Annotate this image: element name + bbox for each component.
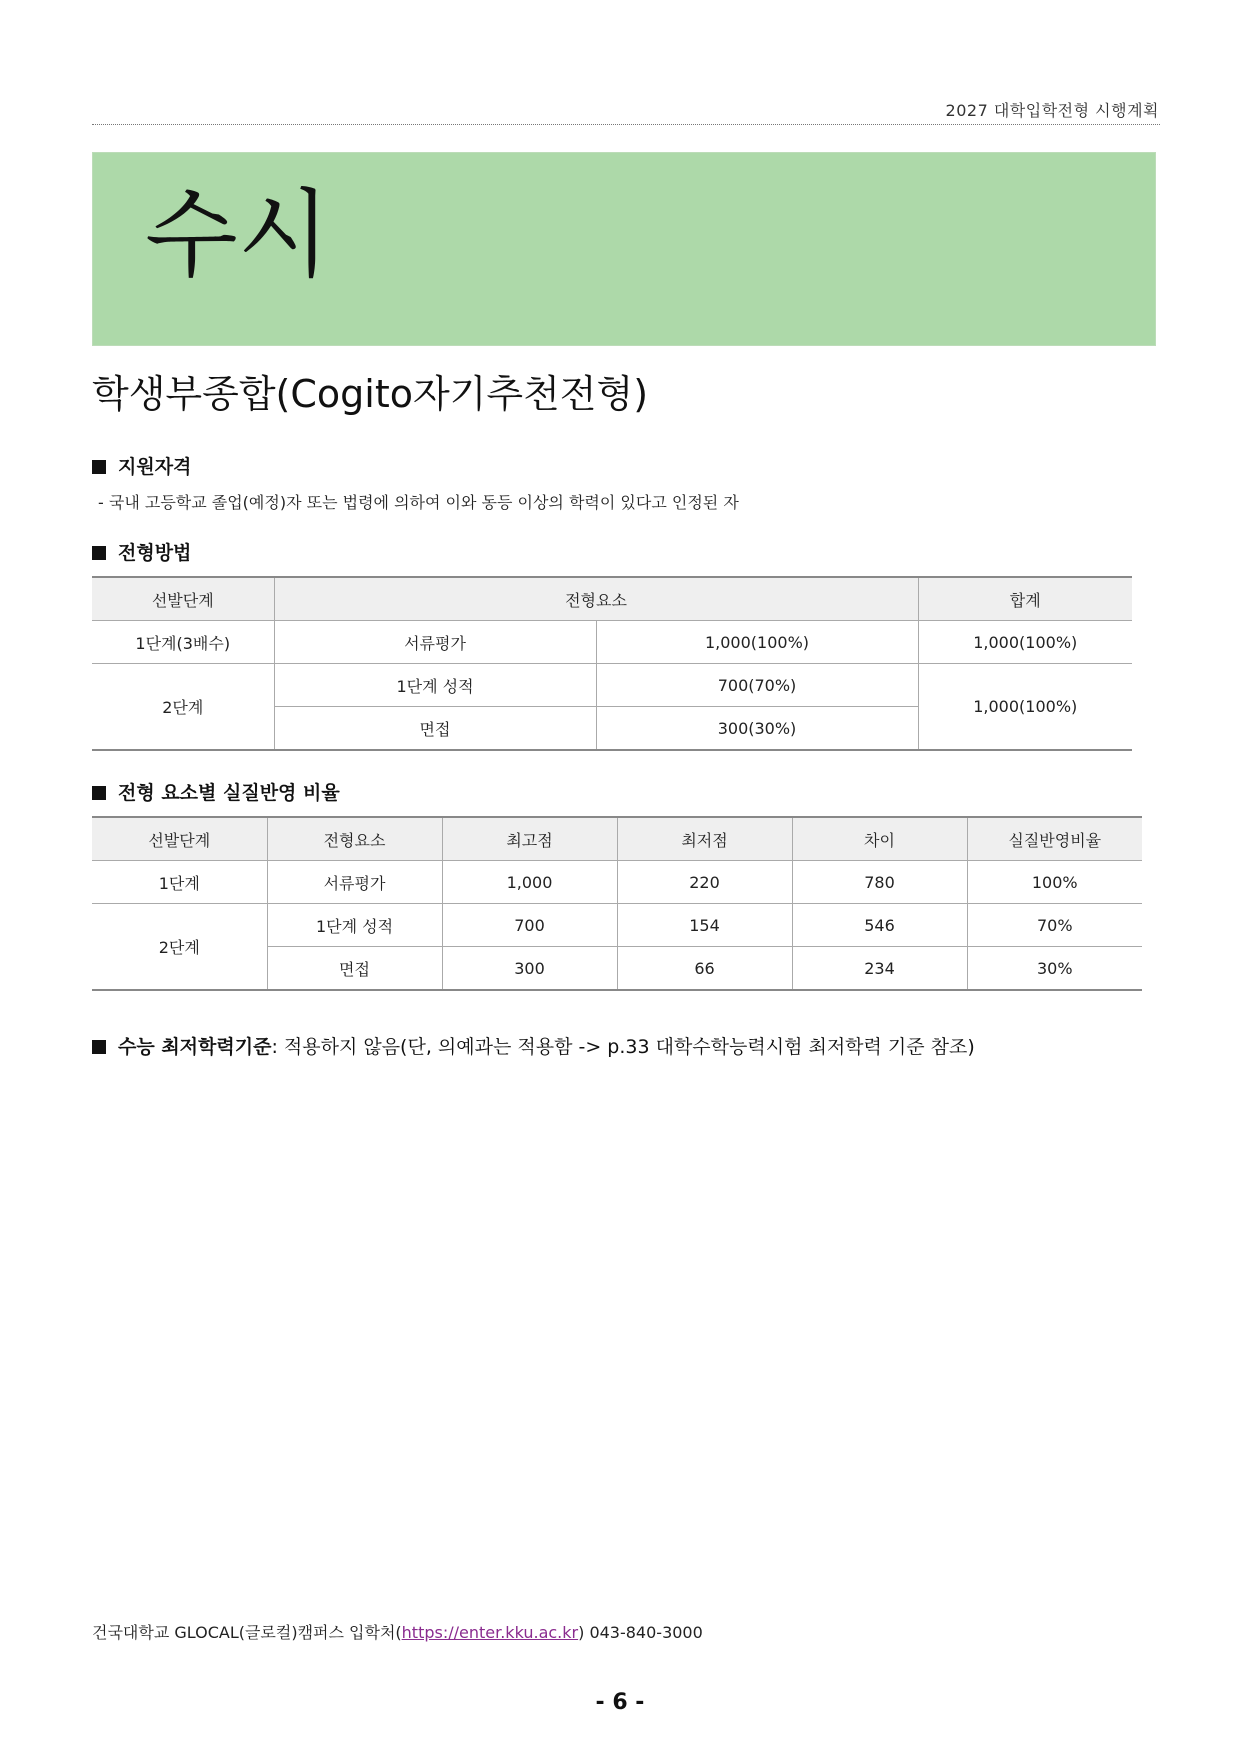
cell-element: 면접 [267, 947, 442, 991]
suneung-text: : 적용하지 않음(단, 의예과는 적용함 -> p.33 대학수학능력시험 최저학력 기준 참조) [271, 1036, 975, 1058]
footer-prefix: 건국대학교 GLOCAL(글로컬)캠퍼스 입학처( [92, 1623, 402, 1642]
square-bullet-icon [92, 786, 106, 800]
cell-score: 1,000(100%) [596, 621, 918, 664]
footer-contact [92, 1620, 703, 1643]
cell-max: 700 [442, 904, 617, 947]
header-stage: 선발단계 [92, 817, 267, 861]
cell-diff: 546 [792, 904, 967, 947]
cell-min: 220 [617, 861, 792, 904]
cell-element: 면접 [274, 707, 596, 751]
cell-score: 700(70%) [596, 664, 918, 707]
admissions-link[interactable]: https://enter.kku.ac.kr [401, 1623, 579, 1642]
cell-max: 1,000 [442, 861, 617, 904]
header-min: 최저점 [617, 817, 792, 861]
eligibility-heading-label: 지원자격 [118, 456, 192, 478]
header-stage: 선발단계 [92, 577, 274, 621]
header-diff: 차이 [792, 817, 967, 861]
cell-stage: 1단계(3배수) [92, 621, 274, 664]
cell-element: 서류평가 [274, 621, 596, 664]
ratio-heading-label: 전형 요소별 실질반영 비율 [118, 782, 340, 804]
cell-ratio: 100% [967, 861, 1142, 904]
method-heading-label: 전형방법 [118, 542, 192, 564]
square-bullet-icon [92, 1040, 106, 1054]
banner-title: 수시 [145, 179, 331, 291]
footer-suffix: ) 043-840-3000 [578, 1623, 703, 1642]
eligibility-text: - 국내 고등학교 졸업(예정)자 또는 법령에 의하여 이와 동등 이상의 학력이 있다고 인정된 자 [98, 493, 739, 512]
cell-diff: 234 [792, 947, 967, 991]
program-title: 학생부종합(Cogito자기추천전형) [92, 372, 649, 416]
table-row [92, 904, 1142, 947]
cell-ratio: 30% [967, 947, 1142, 991]
cell-stage: 2단계 [92, 904, 267, 991]
effective-ratio-table [92, 816, 1142, 991]
cell-stage: 1단계 [92, 861, 267, 904]
header-divider [92, 124, 1160, 125]
table-row [92, 861, 1142, 904]
cell-max: 300 [442, 947, 617, 991]
square-bullet-icon [92, 460, 106, 474]
cell-total: 1,000(100%) [918, 621, 1132, 664]
cell-element: 서류평가 [267, 861, 442, 904]
suneung-minimum-line [92, 1032, 975, 1059]
running-header: 2027 대학입학전형 시행계획 [945, 101, 1159, 120]
cell-min: 66 [617, 947, 792, 991]
method-heading [92, 538, 191, 565]
square-bullet-icon [92, 546, 106, 560]
cell-stage: 2단계 [92, 664, 274, 751]
section-banner [92, 152, 1156, 346]
cell-total: 1,000(100%) [918, 664, 1132, 751]
cell-score: 300(30%) [596, 707, 918, 751]
header-ratio: 실질반영비율 [967, 817, 1142, 861]
header-total: 합계 [918, 577, 1132, 621]
cell-min: 154 [617, 904, 792, 947]
cell-element: 1단계 성적 [267, 904, 442, 947]
cell-diff: 780 [792, 861, 967, 904]
cell-ratio: 70% [967, 904, 1142, 947]
cell-element: 1단계 성적 [274, 664, 596, 707]
table-header-row [92, 577, 1132, 621]
header-element: 전형요소 [267, 817, 442, 861]
table-row [92, 621, 1132, 664]
ratio-heading [92, 778, 340, 805]
selection-method-table [92, 576, 1132, 751]
eligibility-heading [92, 452, 191, 479]
suneung-label: 수능 최저학력기준 [118, 1036, 272, 1058]
table-header-row [92, 817, 1142, 861]
page-number: - 6 - [595, 1690, 645, 1715]
header-elements: 전형요소 [274, 577, 918, 621]
table-row [92, 664, 1132, 707]
header-max: 최고점 [442, 817, 617, 861]
